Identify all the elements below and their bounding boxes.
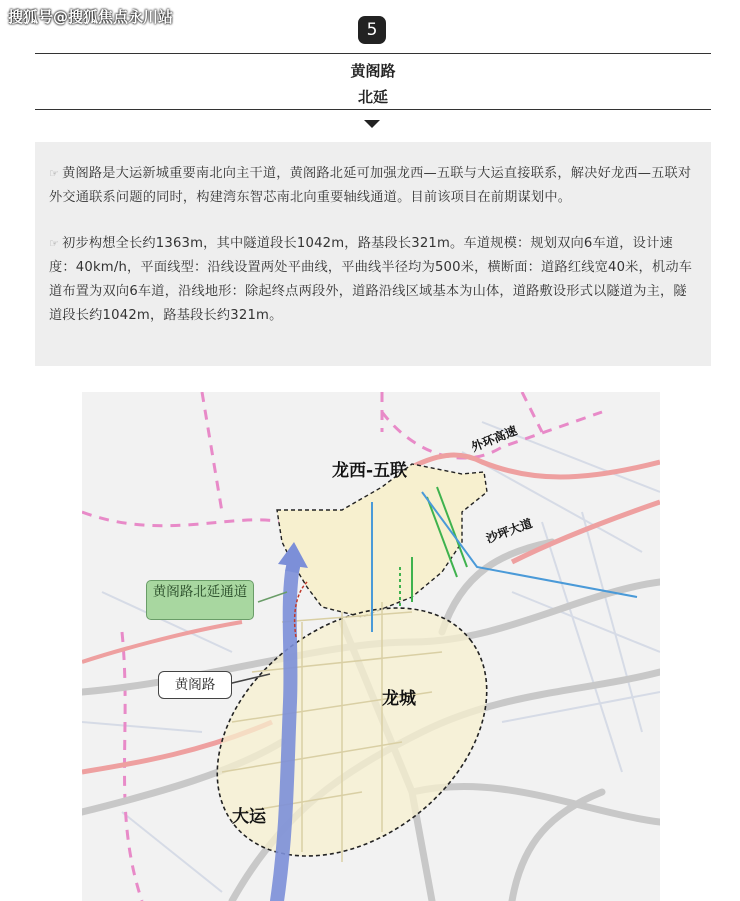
top-divider xyxy=(35,53,711,54)
expressway-label-shaping: 沙坪大道 xyxy=(484,516,535,546)
down-triangle-icon xyxy=(364,120,380,128)
district-label-longxi-wulian: 龙西-五联 xyxy=(332,461,408,481)
bottom-divider xyxy=(35,109,711,110)
district-label-longcheng: 龙城 xyxy=(382,689,416,709)
route-map xyxy=(82,392,660,901)
paragraph-overview xyxy=(49,162,697,210)
heading-line-2: 北延 xyxy=(357,88,388,106)
paragraph-specs-text: 初步构想全长约1363m，其中隧道段长1042m，路基段长321m。车道规模：规划双向6车道，设计速度：40km/h，平面线型：沿线设置两处平曲线，平曲线半径均为500米，横断面：道路红线宽40米，机动车道布置为双向6车道，沿线地形：除起终点两段外，道路沿线区域基本为山体，道路敷设形式以隧道为主，隧道段长约1042m，路基段长约321m。 xyxy=(49,236,693,323)
callout-huangge-road: 黄阁路 xyxy=(158,671,232,699)
pointing-hand-icon: ☞ xyxy=(49,167,60,180)
watermark: 搜狐号@搜狐焦点永川站 xyxy=(8,8,174,26)
paragraph-overview-text: 黄阁路是大运新城重要南北向主干道，黄阁路北延可加强龙西—五联与大运直接联系，解决好龙西—五联对外交通联系问题的同时，构建湾东智芯南北向重要轴线通道。目前该项目在前期谋划中。 xyxy=(49,166,692,205)
heading-line-1: 黄阁路 xyxy=(350,62,396,80)
expressway-label-outer-ring: 外环高速 xyxy=(469,423,520,455)
district-label-dayun: 大运 xyxy=(232,807,266,827)
pointing-hand-icon: ☞ xyxy=(49,237,60,250)
callout-extension-route: 黄阁路北延通道 xyxy=(146,580,254,620)
description-box xyxy=(35,142,711,366)
paragraph-specs xyxy=(49,232,697,328)
section-number-badge: 5 xyxy=(358,16,386,44)
